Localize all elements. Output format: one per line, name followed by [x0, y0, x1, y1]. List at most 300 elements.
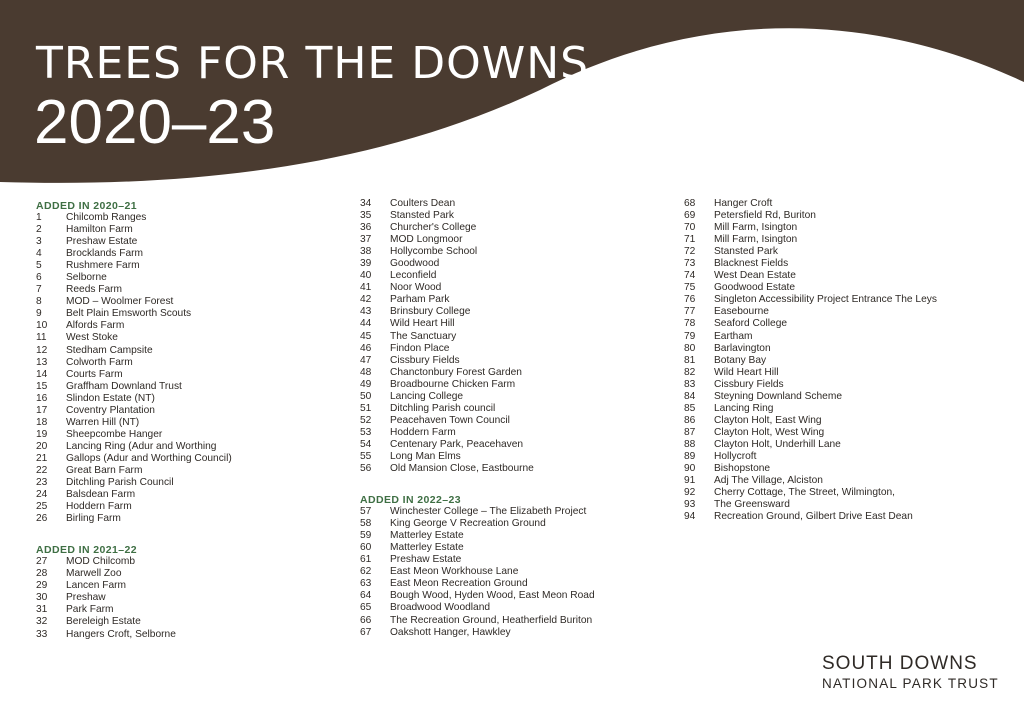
entry-number: 62	[360, 566, 372, 578]
entry-number: 51	[360, 402, 372, 414]
entry-number: 79	[684, 330, 696, 342]
entry-name: Bishopstone	[714, 463, 771, 475]
list-item	[360, 615, 660, 627]
entry-list	[36, 212, 336, 525]
list-item	[360, 198, 660, 210]
list-item	[360, 427, 660, 439]
entry-number: 8	[36, 296, 42, 308]
entry-number: 30	[36, 592, 48, 604]
list-item	[36, 417, 336, 429]
list-item	[36, 441, 336, 453]
list-item	[36, 604, 336, 616]
south-downs-logo	[822, 653, 999, 693]
list-item	[360, 463, 660, 475]
entry-number: 29	[36, 580, 48, 592]
entry-name: Broadbourne Chicken Farm	[390, 378, 516, 390]
entry-number: 57	[360, 506, 372, 518]
entry-name: Eartham	[714, 330, 753, 342]
entry-number: 26	[36, 513, 48, 525]
entry-number: 41	[360, 282, 372, 294]
entry-name: Recreation Ground, Gilbert Drive East Dean	[714, 511, 913, 523]
entry-number: 19	[36, 428, 48, 440]
list-item	[360, 415, 660, 427]
entry-number: 88	[684, 438, 696, 450]
entry-name: Lancing Ring	[714, 402, 774, 414]
list-item	[360, 391, 660, 403]
entry-number: 6	[36, 272, 42, 284]
entry-number: 50	[360, 390, 372, 402]
entry-number: 35	[360, 210, 372, 222]
entry-name: Parham Park	[390, 294, 450, 306]
list-item	[360, 566, 660, 578]
list-item	[360, 602, 660, 614]
list-item	[684, 475, 1004, 487]
entry-number: 80	[684, 342, 696, 354]
entry-name: MOD Longmoor	[390, 234, 463, 246]
entry-name: Lancing College	[390, 390, 464, 402]
entry-number: 74	[684, 270, 696, 282]
entry-number: 48	[360, 366, 372, 378]
entry-name: Birling Farm	[66, 513, 121, 525]
entry-number: 45	[360, 330, 372, 342]
entry-name: Clayton Holt, Underhill Lane	[714, 438, 841, 450]
entry-name: Findon Place	[390, 342, 450, 354]
entry-number: 56	[360, 463, 372, 475]
entry-name: Chanctonbury Forest Garden	[390, 366, 522, 378]
entry-number: 3	[36, 236, 42, 248]
entry-number: 83	[684, 378, 696, 390]
entry-number: 42	[360, 294, 372, 306]
entry-number: 16	[36, 392, 48, 404]
entry-name: Preshaw Estate	[390, 554, 462, 566]
list-item	[360, 530, 660, 542]
entry-name: Ditchling Parish council	[390, 402, 496, 414]
list-item	[360, 439, 660, 451]
list-item	[36, 320, 336, 332]
list-item	[36, 224, 336, 236]
entry-name: Noor Wood	[390, 282, 442, 294]
logo-line-2: NATIONAL PARK TRUST	[822, 676, 999, 691]
entry-number: 10	[36, 320, 48, 332]
entry-number: 7	[36, 284, 42, 296]
entry-number: 46	[360, 342, 372, 354]
list-item	[360, 246, 660, 258]
entry-name: Slindon Estate (NT)	[66, 392, 155, 404]
list-item	[360, 451, 660, 463]
entry-number: 9	[36, 308, 42, 320]
entry-name: Blacknest Fields	[714, 258, 789, 270]
entry-number: 89	[684, 450, 696, 462]
entry-list	[360, 198, 660, 475]
entry-name: Bereleigh Estate	[66, 616, 141, 628]
list-item	[360, 282, 660, 294]
entry-number: 84	[684, 390, 696, 402]
entry-number: 71	[684, 234, 696, 246]
entry-number: 91	[684, 475, 696, 487]
entry-number: 64	[360, 590, 372, 602]
entry-number: 4	[36, 248, 42, 260]
entry-name: Leconfield	[390, 270, 437, 282]
entry-number: 27	[36, 556, 48, 568]
entry-number: 70	[684, 222, 696, 234]
entry-number: 86	[684, 414, 696, 426]
entry-number: 1	[36, 212, 42, 223]
list-item	[684, 282, 1004, 294]
entry-name: Cissbury Fields	[390, 354, 460, 366]
entry-number: 17	[36, 404, 48, 416]
entry-name: Gallops (Adur and Worthing Council)	[66, 452, 232, 464]
entry-number: 54	[360, 438, 372, 450]
list-item	[36, 345, 336, 357]
list-item	[360, 578, 660, 590]
list-item	[360, 222, 660, 234]
entry-name: Old Mansion Close, Eastbourne	[390, 463, 534, 475]
list-item	[36, 489, 336, 501]
list-item	[360, 258, 660, 270]
entry-name: Preshaw	[66, 592, 106, 604]
entry-name: West Stoke	[66, 332, 118, 344]
entry-name: Seaford College	[714, 318, 788, 330]
list-item	[360, 306, 660, 318]
entry-name: Clayton Holt, West Wing	[714, 426, 825, 438]
entry-list	[360, 506, 660, 639]
entry-number: 28	[36, 568, 48, 580]
entry-number: 85	[684, 402, 696, 414]
list-item	[684, 306, 1004, 318]
logo-line-1: SOUTH DOWNS	[822, 653, 978, 674]
entry-number: 61	[360, 554, 372, 566]
entry-name: Preshaw Estate	[66, 236, 138, 248]
list-item	[36, 405, 336, 417]
list-item	[684, 222, 1004, 234]
list-item	[684, 439, 1004, 451]
list-item	[36, 260, 336, 272]
list-item	[36, 296, 336, 308]
page-title: TREES FOR THE DOWNS	[36, 38, 590, 89]
list-item	[684, 210, 1004, 222]
list-item	[684, 511, 1004, 523]
section-heading: ADDED IN 2020–21	[36, 200, 137, 212]
entry-name: East Meon Workhouse Lane	[390, 566, 519, 578]
entry-number: 15	[36, 380, 48, 392]
list-item	[684, 499, 1004, 511]
entry-name: Botany Bay	[714, 354, 767, 366]
entry-name: Bough Wood, Hyden Wood, East Meon Road	[390, 590, 595, 602]
entry-name: Centenary Park, Peacehaven	[390, 438, 524, 450]
entry-number: 90	[684, 463, 696, 475]
entry-name: Stansted Park	[714, 246, 778, 258]
list-item	[36, 592, 336, 604]
entry-name: Stedham Campsite	[66, 344, 153, 356]
entry-name: Warren Hill (NT)	[66, 416, 140, 428]
section-heading: ADDED IN 2021–22	[36, 544, 137, 557]
entry-number: 21	[36, 452, 48, 464]
entry-name: Rushmere Farm	[66, 260, 140, 272]
list-item	[684, 379, 1004, 391]
entry-name: Winchester College – The Elizabeth Project	[390, 506, 587, 518]
list-item	[36, 429, 336, 441]
entry-number: 36	[360, 222, 372, 234]
list-item	[360, 367, 660, 379]
entry-name: Petersfield Rd, Buriton	[714, 210, 816, 222]
entry-name: Great Barn Farm	[66, 464, 143, 476]
entry-number: 69	[684, 210, 696, 222]
entry-number: 92	[684, 487, 696, 499]
column-1	[36, 198, 336, 641]
entry-number: 5	[36, 260, 42, 272]
column-3	[684, 198, 1004, 523]
entry-name: Colworth Farm	[66, 356, 133, 368]
entry-name: Balsdean Farm	[66, 489, 136, 501]
entry-number: 38	[360, 246, 372, 258]
entry-name: Coventry Plantation	[66, 404, 155, 416]
entry-name: Selborne	[66, 272, 107, 284]
entry-number: 14	[36, 368, 48, 380]
list-item	[36, 308, 336, 320]
entry-name: Sheepcombe Hanger	[66, 428, 163, 440]
section-gap	[36, 525, 336, 542]
entry-number: 93	[684, 499, 696, 511]
list-item	[36, 513, 336, 525]
entry-number: 24	[36, 489, 48, 501]
entry-name: Barlavington	[714, 342, 771, 354]
list-item	[684, 246, 1004, 258]
list-item	[36, 332, 336, 344]
entry-number: 12	[36, 344, 48, 356]
list-item	[36, 393, 336, 405]
list-item	[360, 270, 660, 282]
entry-number: 68	[684, 198, 696, 209]
entry-number: 67	[360, 626, 372, 638]
entry-number: 43	[360, 306, 372, 318]
entry-name: Courts Farm	[66, 368, 123, 380]
entry-list	[36, 556, 336, 640]
entry-name: Hanger Croft	[714, 198, 773, 209]
entry-number: 63	[360, 578, 372, 590]
entry-number: 11	[36, 332, 47, 344]
entry-number: 60	[360, 542, 372, 554]
entry-name: Ditchling Parish Council	[66, 477, 174, 489]
entry-name: Clayton Holt, East Wing	[714, 414, 822, 426]
list-item	[360, 318, 660, 330]
list-item	[36, 477, 336, 489]
entry-name: Wild Heart Hill	[714, 366, 779, 378]
section-heading: ADDED IN 2022–23	[360, 494, 461, 507]
list-item	[360, 403, 660, 415]
list-item	[36, 465, 336, 477]
entry-number: 40	[360, 270, 372, 282]
entry-name: MOD Chilcomb	[66, 556, 136, 568]
entry-number: 18	[36, 416, 48, 428]
entry-name: Churcher's College	[390, 222, 477, 234]
entry-number: 23	[36, 477, 48, 489]
entry-number: 55	[360, 450, 372, 462]
page-years: 2020–23	[34, 88, 276, 157]
list-item	[36, 212, 336, 224]
entry-name: Hangers Croft, Selborne	[66, 628, 176, 640]
entry-number: 13	[36, 356, 48, 368]
entry-list	[684, 198, 1004, 523]
list-item	[684, 318, 1004, 330]
list-item	[684, 415, 1004, 427]
entry-number: 44	[360, 318, 372, 330]
list-item	[36, 501, 336, 513]
entry-name: Lancen Farm	[66, 580, 127, 592]
list-item	[360, 210, 660, 222]
list-item	[360, 590, 660, 602]
entry-name: Adj The Village, Alciston	[714, 475, 823, 487]
entry-number: 33	[36, 628, 48, 640]
entry-name: Lancing Ring (Adur and Worthing	[66, 440, 217, 452]
entry-name: West Dean Estate	[714, 270, 796, 282]
entry-number: 78	[684, 318, 696, 330]
entry-number: 53	[360, 426, 372, 438]
entry-number: 82	[684, 366, 696, 378]
entry-name: Steyning Downland Scheme	[714, 390, 842, 402]
list-item	[684, 270, 1004, 282]
list-item	[36, 272, 336, 284]
entry-number: 65	[360, 602, 372, 614]
entry-name: Graffham Downland Trust	[66, 380, 182, 392]
entry-number: 39	[360, 258, 372, 270]
list-item	[36, 369, 336, 381]
list-item	[684, 487, 1004, 499]
list-item	[684, 427, 1004, 439]
entry-name: Broadwood Woodland	[390, 602, 491, 614]
list-item	[360, 379, 660, 391]
list-item	[360, 518, 660, 530]
entry-name: Hoddern Farm	[66, 501, 132, 513]
entry-number: 72	[684, 246, 696, 258]
entry-name: Mill Farm, Isington	[714, 234, 798, 246]
entry-number: 2	[36, 224, 42, 236]
section-gap	[360, 475, 660, 492]
list-item	[36, 568, 336, 580]
entry-number: 77	[684, 306, 696, 318]
list-item	[36, 357, 336, 369]
list-item	[36, 381, 336, 393]
entry-name: The Sanctuary	[390, 330, 457, 342]
list-item	[36, 236, 336, 248]
entry-name: Goodwood	[390, 258, 440, 270]
entry-number: 81	[684, 354, 696, 366]
entry-number: 25	[36, 501, 48, 513]
list-item	[684, 258, 1004, 270]
entry-name: Cissbury Fields	[714, 378, 784, 390]
entry-number: 87	[684, 426, 696, 438]
entry-name: East Meon Recreation Ground	[390, 578, 528, 590]
entry-name: The Greensward	[714, 499, 790, 511]
entry-name: Reeds Farm	[66, 284, 123, 296]
entry-number: 49	[360, 378, 372, 390]
entry-name: Cherry Cottage, The Street, Wilmington,	[714, 487, 895, 499]
entry-name: Stansted Park	[390, 210, 454, 222]
list-item	[684, 234, 1004, 246]
entry-name: Hollycroft	[714, 450, 757, 462]
list-item	[684, 463, 1004, 475]
entry-number: 31	[36, 604, 48, 616]
list-item	[36, 556, 336, 568]
entry-name: Coulters Dean	[390, 198, 456, 209]
list-item	[684, 331, 1004, 343]
entry-name: Mill Farm, Isington	[714, 222, 798, 234]
entry-number: 52	[360, 414, 372, 426]
entry-name: MOD – Woolmer Forest	[66, 296, 174, 308]
list-item	[360, 343, 660, 355]
list-item	[684, 355, 1004, 367]
entry-number: 32	[36, 616, 48, 628]
list-item	[360, 355, 660, 367]
entry-number: 34	[360, 198, 372, 209]
entry-name: Brocklands Farm	[66, 248, 143, 260]
list-item	[684, 403, 1004, 415]
list-item	[684, 198, 1004, 210]
entry-name: Matterley Estate	[390, 530, 464, 542]
list-item	[360, 554, 660, 566]
entry-name: Belt Plain Emsworth Scouts	[66, 308, 192, 320]
entry-name: Park Farm	[66, 604, 114, 616]
entry-number: 58	[360, 518, 372, 530]
list-item	[36, 616, 336, 628]
entry-number: 22	[36, 464, 48, 476]
list-item	[36, 248, 336, 260]
list-item	[360, 542, 660, 554]
entry-name: Singleton Accessibility Project Entrance The Leys	[714, 294, 937, 306]
entry-name: Wild Heart Hill	[390, 318, 455, 330]
entry-number: 76	[684, 294, 696, 306]
entry-name: The Recreation Ground, Heatherfield Buriton	[390, 614, 593, 626]
entry-number: 75	[684, 282, 696, 294]
list-item	[684, 451, 1004, 463]
list-item	[36, 284, 336, 296]
list-item	[360, 294, 660, 306]
entry-number: 66	[360, 614, 372, 626]
entry-name: Hoddern Farm	[390, 426, 456, 438]
entry-number: 20	[36, 440, 48, 452]
entry-name: Chilcomb Ranges	[66, 212, 147, 223]
list-item	[360, 506, 660, 518]
list-item	[360, 627, 660, 639]
entry-name: Hamilton Farm	[66, 224, 133, 236]
entry-name: Peacehaven Town Council	[390, 414, 510, 426]
list-item	[36, 453, 336, 465]
entry-name: Brinsbury College	[390, 306, 471, 318]
entry-name: Oakshott Hanger, Hawkley	[390, 626, 511, 638]
entry-number: 37	[360, 234, 372, 246]
entry-name: Easebourne	[714, 306, 769, 318]
entry-name: Marwell Zoo	[66, 568, 122, 580]
list-item	[684, 367, 1004, 379]
entry-number: 47	[360, 354, 372, 366]
entry-number: 94	[684, 511, 696, 523]
list-item	[684, 343, 1004, 355]
entry-name: King George V Recreation Ground	[390, 518, 546, 530]
list-item	[684, 294, 1004, 306]
entry-name: Matterley Estate	[390, 542, 464, 554]
entry-name: Long Man Elms	[390, 450, 461, 462]
list-item	[684, 391, 1004, 403]
entry-name: Alfords Farm	[66, 320, 125, 332]
list-item	[36, 629, 336, 641]
column-2	[360, 198, 660, 639]
entry-number: 73	[684, 258, 696, 270]
list-item	[360, 331, 660, 343]
entry-name: Hollycombe School	[390, 246, 478, 258]
list-item	[36, 580, 336, 592]
list-item	[360, 234, 660, 246]
entry-number: 59	[360, 530, 372, 542]
entry-name: Goodwood Estate	[714, 282, 795, 294]
